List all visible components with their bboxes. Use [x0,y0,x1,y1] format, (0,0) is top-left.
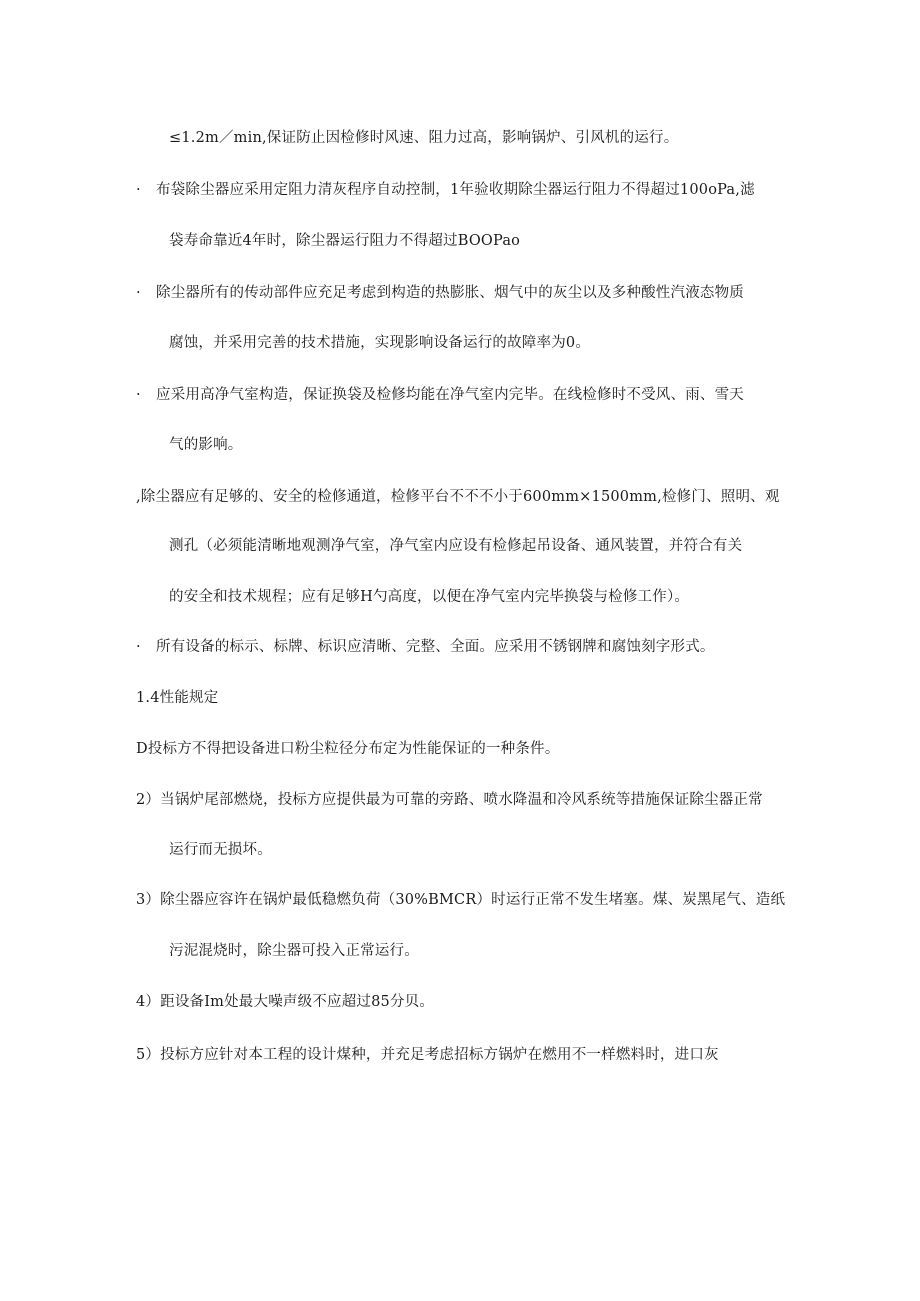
text-line: 的安全和技术规程；应有足够H勺高度，以便在净气室内完毕换袋与检修工作）。 [169,589,690,605]
text-line: 测孔（必须能清晰地观测净气室，净气室内应设有检修起吊设备、通风装置，并符合有关 [169,538,743,554]
text-line: 运行而无损坏。 [169,842,272,858]
text-line: 所有设备的标示、标牌、标识应清晰、完整、全面。应采用不锈钢牌和腐蚀刻字形式。 [156,639,715,655]
bullet-marker: · [136,182,141,198]
text-line: 应采用高净气室构造，保证换袋及检修均能在净气室内完毕。在线检修时不受风、雨、雪天 [156,387,744,403]
text-line: ,除尘器应有足够的、安全的检修通道，检修平台不不不小于600mm×1500mm,检修门、照明、观 [136,489,780,505]
numbered-item: 4）距设备Im处最大噪声级不应超过85分贝。 [136,994,435,1010]
text-line: 袋寿命靠近4年时，除尘器运行阻力不得超过BOOPao [169,233,521,249]
bullet-marker: · [136,387,141,403]
numbered-item: 2）当锅炉尾部燃烧，投标方应提供最为可靠的旁路、喷水降温和冷风系统等措施保证除尘器正常 [136,792,763,808]
numbered-item: 5）投标方应针对本工程的设计煤种，并充足考虑招标方锅炉在燃用不一样燃料时，进口灰 [136,1047,719,1063]
text-line: ≤1.2m／min,保证防止因检修时风速、阻力过高，影响锅炉、引风机的运行。 [169,130,679,146]
numbered-item: 3）除尘器应容许在锅炉最低稳燃负荷（30%BMCR）时运行正常不发生堵塞。煤、炭黑尾气、造纸 [136,892,786,908]
section-heading: 1.4性能规定 [136,690,219,706]
text-line: 布袋除尘器应采用定阻力清灰程序自动控制，1年验收期除尘器运行阻力不得超过100oPa,滤 [156,182,755,198]
text-line: 污泥混烧时，除尘器可投入正常运行。 [169,943,419,959]
bullet-marker: · [136,639,141,655]
bullet-line [136,180,755,200]
text-line: 腐蚀，并采用完善的技术措施，实现影响设备运行的故障率为0。 [169,335,591,351]
bullet-line [136,385,744,405]
bullet-line [136,283,744,303]
text-line: 气的影响。 [169,437,243,453]
text-line: 除尘器所有的传动部件应充足考虑到构造的热膨胀、烟气中的灰尘以及多种酸性汽液态物质 [156,285,744,301]
numbered-item: D投标方不得把设备进口粉尘粒径分布定为性能保证的一种条件。 [136,741,560,757]
bullet-marker: · [136,285,141,301]
bullet-line [136,637,715,657]
